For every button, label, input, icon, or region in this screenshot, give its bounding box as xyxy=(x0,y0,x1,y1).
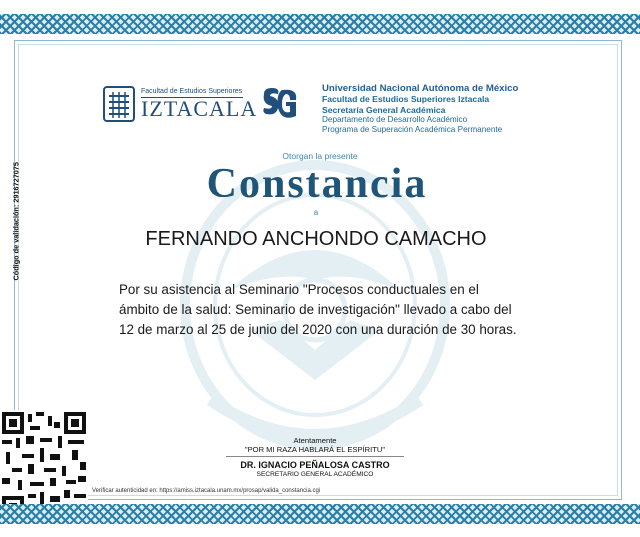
institution-line-department: Departamento de Desarrollo Académico xyxy=(322,114,468,124)
recipient-preposition: a xyxy=(313,208,319,217)
institution-header xyxy=(322,84,518,135)
fes-logo-wordmark: IZTACALA xyxy=(141,96,258,121)
recipient-name: FERNANDO ANCHONDO CAMACHO xyxy=(145,228,487,250)
signer-name: DR. IGNACIO PEÑALOSA CASTRO xyxy=(240,460,390,470)
certificate-title: Constancia xyxy=(206,161,428,207)
verification-link-text: Verificar autenticidad en: https://amiss.iztacala.unam.mx/prosap/valida_constancia.cgi xyxy=(92,488,321,494)
granted-by-text: Otorgan la presente xyxy=(282,151,358,161)
signer-role: SECRETARIO GENERAL ACADÉMICO xyxy=(256,471,374,478)
decorative-bottom-band xyxy=(0,504,640,524)
institution-line-faculty: Facultad de Estudios Superiores Iztacala xyxy=(322,94,490,105)
institution-line-secretariat: Secretaría General Académica xyxy=(322,104,446,115)
institution-line-university: Universidad Nacional Autónoma de México xyxy=(322,83,519,94)
fes-logo-small-text: Facultad de Estudios Superiores xyxy=(141,88,243,95)
signature-motto: "POR MI RAZA HABLARÁ EL ESPÍRITU" xyxy=(244,445,386,454)
institution-line-program: Programa de Superación Académica Permanente xyxy=(322,125,503,135)
certificate-body: Por su asistencia al Seminario "Procesos conductuales en el ámbito de la salud: Seminario de investigación" llevado a cabo del 12 de marzo al 25 de junio del 2020 con una duración de 30 horas. xyxy=(119,282,517,337)
validation-code: Código de validación: 2916727075 xyxy=(11,162,21,281)
fes-iztacala-logo xyxy=(103,86,258,122)
fes-seal-icon xyxy=(103,86,135,122)
decorative-top-band xyxy=(0,14,640,34)
sga-logo-icon xyxy=(260,86,300,122)
signature-closing: Atentamente xyxy=(293,436,337,445)
signature-line xyxy=(226,456,404,457)
